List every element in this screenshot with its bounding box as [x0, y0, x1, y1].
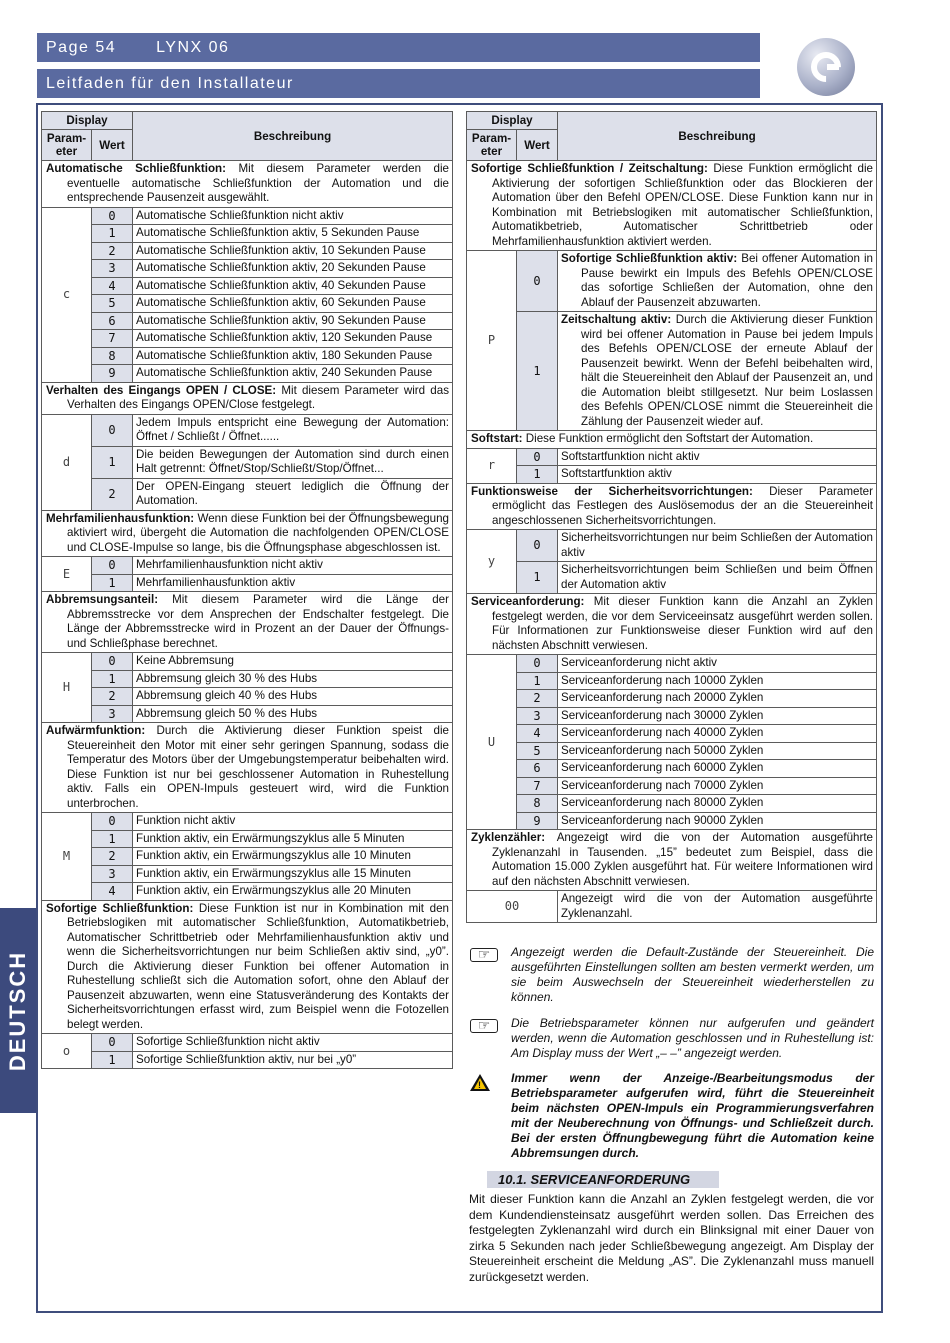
value-description: Softstartfunktion aktiv [558, 466, 877, 484]
parameter-code: d [42, 414, 92, 510]
value-code: 1 [517, 562, 558, 594]
parameter-code: U [467, 655, 517, 830]
value-code: 2 [517, 690, 558, 708]
value-row [42, 312, 453, 330]
value-description: Serviceanforderung nach 60000 Zyklen [558, 760, 877, 778]
value-row [467, 742, 877, 760]
value-row [42, 347, 453, 365]
value-code: 1 [92, 574, 133, 592]
value-description: Serviceanforderung nach 30000 Zyklen [558, 707, 877, 725]
value-row [467, 562, 877, 594]
value-row [467, 655, 877, 673]
value-description: Automatische Schließfunktion nicht aktiv [133, 207, 453, 225]
value-description: Keine Abbremsung [133, 653, 453, 671]
section-title: Verhalten des Eingangs OPEN / CLOSE: [46, 383, 277, 397]
section-title: Sofortige Schließfunktion: [46, 901, 194, 915]
value-row [42, 574, 453, 592]
section-header-row [42, 723, 453, 813]
value-code: 2 [92, 688, 133, 706]
value-row [467, 812, 877, 830]
parameter-section-description [467, 483, 877, 530]
value-row [467, 530, 877, 562]
value-code: 2 [92, 242, 133, 260]
section-header-row [42, 382, 453, 414]
parameter-code: c [42, 207, 92, 382]
value-text: Durch die Aktivierung dieser Funktion wird bei offener Automation in Pause bei jedem Impuls des Befehls OPEN/CLOSE der erneute Ablauf der Pausenzeit bewirkt. Wenn der Befehl beibehalten wird, hält die Steuereinheit den Ablauf der Pausenzeit an, und die Automation bleibt stillgesetzt. Nur beim Loslassen des Befehls OPEN/CLOSE nimmt die Steuereinheit die Zählung der Pausenzeit wieder auf. [581, 313, 873, 428]
section-title: Softstart: [471, 432, 523, 445]
parameter-code: P [467, 251, 517, 431]
section-text: Mit diesem Parameter werden die eventuelle automatische Schließfunktion der Automation und die entsprechende Pausenzeit ausgewählt. [67, 162, 450, 204]
value-code: 0 [517, 655, 558, 673]
value-description: Automatische Schließfunktion aktiv, 10 Sekunden Pause [133, 242, 453, 260]
value-row [467, 312, 877, 431]
value-row [467, 760, 877, 778]
value-description: Serviceanforderung nach 40000 Zyklen [558, 725, 877, 743]
value-row [42, 365, 453, 383]
value-description: Mehrfamilienhausfunktion nicht aktiv [133, 557, 453, 575]
value-code: 0 [92, 414, 133, 446]
value-code: 0 [517, 251, 558, 312]
parameter-code: o [42, 1034, 92, 1069]
value-row [467, 795, 877, 813]
value-description: Serviceanforderung nach 90000 Zyklen [558, 812, 877, 830]
value-description [558, 312, 877, 431]
value-description: Funktion aktiv, ein Erwärmungszyklus alle 10 Minuten [133, 848, 453, 866]
parameter-code: y [467, 530, 517, 594]
section-text: Diese Funktion ermöglicht die Aktivierung der sofortigen Schließfunktion oder das Blockieren der Automation über den Befehl OPEN/CLOSE. Diese Funktion kann nur in Kombination mit Betriebslogiken mit automatischer Schließfunktion, Automatikbetrieb, Automatischer Schrittbetrieb oder Mehrfamilienhausfunktion aktiviert werden. [492, 162, 873, 248]
value-description: Automatische Schließfunktion aktiv, 240 Sekunden Pause [133, 365, 453, 383]
value-row [42, 883, 453, 901]
value-row [467, 777, 877, 795]
wert-header: Wert [92, 130, 133, 161]
value-code: 1 [92, 830, 133, 848]
value-description: Sofortige Schließfunktion aktiv, nur bei „y0” [133, 1051, 453, 1069]
section-title: Zyklenzähler: [471, 831, 546, 844]
parameter-table-right [466, 111, 877, 923]
section-header-row [42, 900, 453, 1034]
parameter-section-description [467, 830, 877, 891]
value-row [467, 251, 877, 312]
language-tab: DEUTSCH [0, 908, 36, 1113]
value-row [42, 295, 453, 313]
parameter-section-description [42, 592, 453, 653]
parameter-section-description [42, 161, 453, 208]
section-title: Abbremsungsanteil: [46, 593, 159, 606]
value-description: Jedem Impuls entspricht eine Bewegung der Automation: Öffnet / Schließt / Öffnet...... [133, 414, 453, 446]
note-warning: Immer wenn der Anzeige-/Bearbeitungsmodus der Betriebsparameter aufgerufen wird, führt die Steuereinheit beim nächsten OPEN-Impuls ein Programmierungsverfahren mit der Neuberechnung von Öffnungs- und Schließzeit durch. Bei der ersten Öffnungbewegung führt die Automation keine Abbremsungen durch. [511, 1071, 874, 1160]
value-row [467, 707, 877, 725]
value-description: Automatische Schließfunktion aktiv, 60 Sekunden Pause [133, 295, 453, 313]
parameter-code: E [42, 557, 92, 592]
section-title: Aufwärmfunktion: [46, 724, 146, 737]
parameter-code: 00 [467, 891, 558, 923]
value-code: 4 [517, 725, 558, 743]
value-row [467, 690, 877, 708]
value-description: Funktion aktiv, ein Erwärmungszyklus alle 15 Minuten [133, 865, 453, 883]
value-code: 0 [517, 448, 558, 466]
section-text: Diese Funktion ist nur in Kombination mit den Betriebslogiken mit automatischer Schließfunktion, Automatikbetrieb, Automatischer Schrittbetrieb oder Mehrfamilienhausfunktion aktiv und wenn die Sicherheitsvorrichtungen nur beim Schließen aktiv sind, „y0”. Durch die Aktivierung dieser Funktion bei offener Automation in Ruhestellung schließt sich die Automation sofort, ohne den Ablauf der Pausenzeit abzuwarten, wenn eine Statusveränderung des Kontakts der Sicherheitsvorrichtungen erfasst wird, zum Beispiel wenn die Fotozellen belegt werden. [67, 901, 449, 1031]
value-title: Sofortige Schließfunktion aktiv: [561, 252, 738, 265]
value-code: 6 [517, 760, 558, 778]
value-code: 7 [92, 330, 133, 348]
value-row [42, 848, 453, 866]
note-parameters: Die Betriebsparameter können nur aufgerufen und geändert werden, wenn die Automation geschlossen und in Ruhestellung ist: Am Display muss der Wert „– –” angezeigt werden. [511, 1016, 874, 1060]
value-description: Serviceanforderung nach 50000 Zyklen [558, 742, 877, 760]
section-header-row [42, 510, 453, 557]
section-text: Mit dieser Funktion kann die Anzahl an Zyklen festgelegt werden, die vor dem Serviceeinsatz ausgeführt werden sollen. Für Informationen zur Funktionsweise dieser Funktion wird auf den nächsten Abschnitt verwiesen. [492, 595, 873, 652]
value-code: 1 [517, 672, 558, 690]
value-row [42, 670, 453, 688]
value-code: 8 [517, 795, 558, 813]
value-description: Automatische Schließfunktion aktiv, 40 Sekunden Pause [133, 277, 453, 295]
value-code: 0 [92, 653, 133, 671]
pointing-hand-icon: ☞ [470, 1019, 498, 1033]
value-description: Serviceanforderung nach 20000 Zyklen [558, 690, 877, 708]
value-description: Serviceanforderung nach 80000 Zyklen [558, 795, 877, 813]
value-description [558, 251, 877, 312]
display-header: Display [467, 112, 558, 130]
brand-logo [797, 38, 855, 96]
value-row [42, 688, 453, 706]
section-title: Funktionsweise der Sicherheitsvorrichtungen: [471, 484, 753, 498]
param-header: Param-eter [42, 130, 92, 161]
product-name: LYNX 06 [156, 39, 230, 56]
value-description: Automatische Schließfunktion aktiv, 120 Sekunden Pause [133, 330, 453, 348]
beschreibung-header: Beschreibung [133, 112, 453, 161]
value-row [467, 672, 877, 690]
section-header-row [467, 830, 877, 891]
section-header-row [467, 594, 877, 655]
value-code: 6 [92, 312, 133, 330]
parameter-section-description [467, 431, 877, 449]
wert-header: Wert [517, 130, 558, 161]
beschreibung-header: Beschreibung [558, 112, 877, 161]
section-title: Sofortige Schließfunktion / Zeitschaltung: [471, 162, 708, 175]
value-row [467, 448, 877, 466]
value-row [42, 414, 453, 446]
value-row [42, 830, 453, 848]
value-code: 0 [92, 1034, 133, 1052]
section-header-row [467, 431, 877, 449]
value-row [42, 330, 453, 348]
value-code: 5 [92, 295, 133, 313]
value-description: Mehrfamilienhausfunktion aktiv [133, 574, 453, 592]
section-title: Automatische Schließfunktion: [46, 162, 226, 175]
value-row [42, 242, 453, 260]
value-description: Der OPEN-Eingang steuert lediglich die Öffnung der Automation. [133, 478, 453, 510]
value-row [42, 446, 453, 478]
section-text: Durch die Aktivierung dieser Funktion speist die Steuereinheit den Motor mit einer sehr geringen Spannung, sodass die Temperatur des Motors über der Umgebungstemperatur beibehalten wird. Diese Funktion ist nur bei geschlossener Automation in Ruhestellung aktiv. Falls ein OPEN-Impuls gesteuert wird, wird die Funktion unterbrochen. [67, 724, 449, 810]
value-code: 1 [92, 225, 133, 243]
value-description: Abbremsung gleich 30 % des Hubs [133, 670, 453, 688]
parameter-code: H [42, 653, 92, 723]
value-description: Automatische Schließfunktion aktiv, 20 Sekunden Pause [133, 260, 453, 278]
section-header-row [42, 592, 453, 653]
value-description: Funktion aktiv, ein Erwärmungszyklus alle 20 Minuten [133, 883, 453, 901]
section-text: Mit diesem Parameter wird die Länge der Abbremsstrecke vor dem Ansprechen der Endschalter festgelegt. Die Länge der Abbremsstrecke wird in Prozent an der Dauer der Öffnungs- und Schließphase berechnet. [67, 593, 449, 650]
section-text: Diese Funktion ermöglicht den Softstart der Automation. [522, 432, 814, 445]
value-description: Sofortige Schließfunktion nicht aktiv [133, 1034, 453, 1052]
value-description: Angezeigt wird die von der Automation ausgeführte Zyklenanzahl. [558, 891, 877, 923]
value-code: 9 [92, 365, 133, 383]
parameter-section-description [467, 594, 877, 655]
value-code: 3 [92, 865, 133, 883]
value-code: 7 [517, 777, 558, 795]
value-description: Serviceanforderung nach 70000 Zyklen [558, 777, 877, 795]
value-row [42, 813, 453, 831]
value-description: Sicherheitsvorrichtungen beim Schließen und beim Öffnen der Automation aktiv [558, 562, 877, 594]
pointing-hand-icon: ☞ [470, 948, 498, 962]
value-code: 8 [92, 347, 133, 365]
section-text: Wenn diese Funktion bei der Öffnungsbewegung aktiviert wird, übergeht die Automation die nachfolgenden OPEN/CLOSE und CLOSE-Impulse so lange, bis die Öffnungsphase abgeschlossen ist. [67, 511, 449, 554]
value-code: 3 [517, 707, 558, 725]
value-code: 5 [517, 742, 558, 760]
value-row [42, 225, 453, 243]
value-description: Funktion nicht aktiv [133, 813, 453, 831]
display-header: Display [42, 112, 133, 130]
value-row [42, 557, 453, 575]
section-header-row [467, 161, 877, 251]
value-description: Sicherheitsvorrichtungen nur beim Schließen der Automation aktiv [558, 530, 877, 562]
value-code: 0 [92, 813, 133, 831]
page-number: Page 54 [46, 39, 117, 56]
parameter-code: M [42, 813, 92, 901]
value-code: 3 [92, 260, 133, 278]
value-description: Automatische Schließfunktion aktiv, 5 Sekunden Pause [133, 225, 453, 243]
value-description: Abbremsung gleich 40 % des Hubs [133, 688, 453, 706]
parameter-code: r [467, 448, 517, 483]
value-description: Automatische Schließfunktion aktiv, 90 Sekunden Pause [133, 312, 453, 330]
section-title: Mehrfamilienhausfunktion: [46, 511, 195, 525]
value-title: Zeitschaltung aktiv: [561, 313, 672, 326]
value-text: Bei offener Automation in Pause bewirkt ein Impuls des Befehls OPEN/CLOSE das sofortige Schließen der Automation, ohne den Ablauf der Pausenzeit abzuwarten. [581, 252, 873, 309]
value-row [42, 1034, 453, 1052]
section-title: Serviceanforderung: [471, 595, 585, 608]
value-row [467, 466, 877, 484]
parameter-section-description [42, 900, 453, 1034]
value-row [42, 865, 453, 883]
value-description: Softstartfunktion nicht aktiv [558, 448, 877, 466]
section-header-row [467, 483, 877, 530]
value-code: 1 [517, 312, 558, 431]
value-code: 2 [92, 848, 133, 866]
parameter-table-left [41, 111, 453, 1069]
note-defaults: Angezeigt werden die Default-Zustände der Steuereinheit. Die ausgeführten Einstellungen sollten am besten vermerkt werden, um sie beim Auswechseln der Steuereinheit wiederherstellen zu können. [511, 945, 874, 1004]
value-row [42, 277, 453, 295]
value-description: Automatische Schließfunktion aktiv, 180 Sekunden Pause [133, 347, 453, 365]
value-code: 3 [92, 705, 133, 723]
value-row [467, 725, 877, 743]
value-row [42, 207, 453, 225]
parameter-section-description [42, 382, 453, 414]
section-text: Dieser Parameter ermöglicht das Festlegen des Auslösemodus der an die Steuereinheit angeschlossenen Sicherheitsvorrichtungen. [492, 484, 873, 527]
section-text: Angezeigt wird die von der Automation ausgeführte Zyklenanzahl in Tausenden. „15” bedeutet zum Beispiel, dass die Automation 15.000 Zyklen ausgeführt hat. Für weitere Informationen wird auf den nächsten Abschnitt verwiesen. [492, 831, 873, 888]
section-paragraph: Mit dieser Funktion kann die Anzahl an Zyklen festgelegt werden, die vor dem Kundendiensteinsatz ausgeführt werden sollen. Das Erreichen des festgelegten Zyklenanzahl wird durch ein Blinksignal mit einer Dauer von zirka 5 Sekunden nach jeder Schließbewegung angezeigt. Am Display der Steuereinheit erscheint die Meldung „AS”. Die Zyklenanzahl muss manuell zurückgesetzt werden. [469, 1192, 874, 1284]
value-row [42, 260, 453, 278]
value-code: 2 [92, 478, 133, 510]
page-header-bar [37, 33, 760, 62]
value-code: 1 [92, 446, 133, 478]
value-description: Serviceanforderung nicht aktiv [558, 655, 877, 673]
value-description: Abbremsung gleich 50 % des Hubs [133, 705, 453, 723]
parameter-section-description [42, 723, 453, 813]
value-row [42, 653, 453, 671]
value-code: 0 [517, 530, 558, 562]
page-subtitle: Leitfaden für den Installateur [37, 69, 760, 98]
value-code: 0 [92, 557, 133, 575]
parameter-section-description [467, 161, 877, 251]
value-row [467, 891, 877, 923]
parameter-section-description [42, 510, 453, 557]
section-heading: 10.1. SERVICEANFORDERUNG [487, 1171, 719, 1188]
value-code: 1 [92, 670, 133, 688]
value-description: Funktion aktiv, ein Erwärmungszyklus alle 5 Minuten [133, 830, 453, 848]
value-description: Die beiden Bewegungen der Automation sind durch einen Halt getrennt: Öffnet/Stop/Schließt/Stop/Öffnet... [133, 446, 453, 478]
value-code: 0 [92, 207, 133, 225]
value-code: 4 [92, 277, 133, 295]
value-code: 4 [92, 883, 133, 901]
value-description: Serviceanforderung nach 10000 Zyklen [558, 672, 877, 690]
value-code: 9 [517, 812, 558, 830]
section-header-row [42, 161, 453, 208]
value-row [42, 1051, 453, 1069]
value-row [42, 705, 453, 723]
param-header: Param-eter [467, 130, 517, 161]
value-code: 1 [517, 466, 558, 484]
value-code: 1 [92, 1051, 133, 1069]
value-row [42, 478, 453, 510]
section-text: Mit diesem Parameter wird das Verhalten des Eingangs OPEN/Close festgelegt. [67, 383, 449, 411]
